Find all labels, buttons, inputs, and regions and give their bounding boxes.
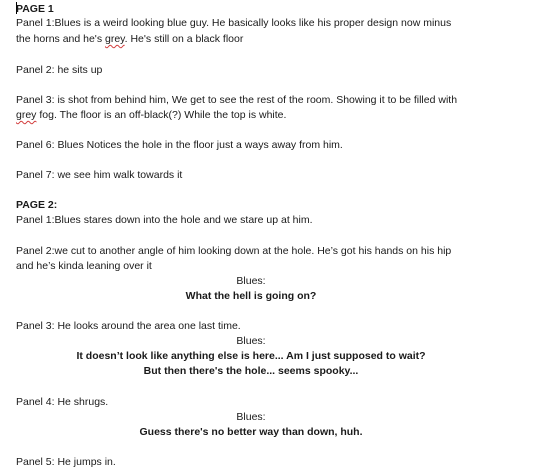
page1-panel-6: Panel 6: Blues Notices the hole in the floor just a ways away from him.	[16, 139, 343, 151]
dialogue-2-line-1: It doesn’t look like anything else is here... Am I just supposed to wait?	[76, 350, 426, 362]
speaker-label-3: Blues:	[236, 411, 266, 423]
page2-panel-2-line-2: and he’s kinda leaning over it	[16, 260, 152, 272]
page1-panel-3-line-1: Panel 3: is shot from behind him, We get to see the rest of the room. Showing it to be filled with	[16, 94, 458, 106]
spelling-error-grey[interactable]: grey	[104, 33, 125, 45]
page2-panel-1: Panel 1:Blues stares down into the hole and we stare up at him.	[16, 214, 313, 226]
page-2-heading: PAGE 2:	[16, 199, 58, 211]
dialogue-2-line-2: But then there's the hole... seems spooky...	[143, 365, 359, 377]
dialogue-3: Guess there's no better way than down, huh.	[139, 426, 363, 438]
text-run: . He's still on a black floor	[124, 33, 244, 45]
page2-panel-5: Panel 5: He jumps in.	[16, 456, 116, 468]
text-run: fog. The floor is an off-black(?) While the top is white.	[36, 109, 287, 121]
dialogue-1: What the hell is going on?	[185, 290, 317, 302]
speaker-label-1: Blues:	[236, 275, 266, 287]
page2-panel-2-line-1: Panel 2:we cut to another angle of him looking down at the hole. He’s got his hands on his hip	[16, 245, 452, 257]
page2-panel-4: Panel 4: He shrugs.	[16, 396, 109, 408]
spelling-error-grey-2[interactable]: grey	[16, 109, 37, 121]
text-run: the horns and he's	[16, 33, 105, 45]
page1-panel-2: Panel 2: he sits up	[16, 64, 103, 76]
page2-panel-3: Panel 3: He looks around the area one last time.	[16, 320, 241, 332]
page1-panel-1-line-1: Panel 1:Blues is a weird looking blue guy. He basically looks like his proper design now minus	[16, 17, 452, 29]
page1-panel-1-line-2	[16, 33, 243, 46]
page-1-heading: PAGE 1	[16, 3, 54, 15]
page1-panel-7: Panel 7: we see him walk towards it	[16, 169, 183, 181]
page1-panel-3-line-2	[16, 109, 286, 122]
speaker-label-2: Blues:	[236, 335, 266, 347]
